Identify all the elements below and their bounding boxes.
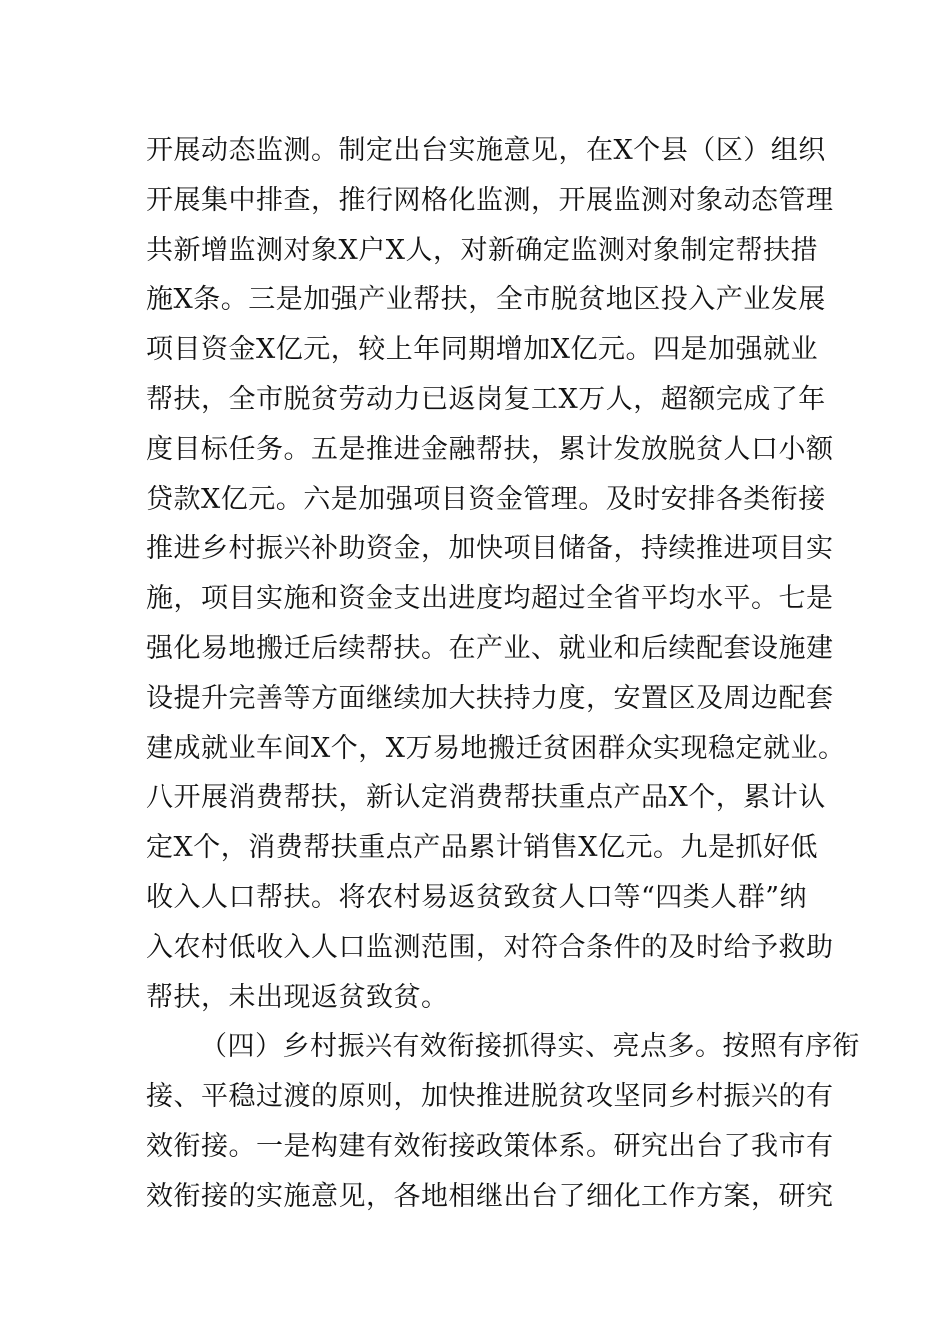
text-line: 帮扶，全市脱贫劳动力已返岗复工X万人，超额完成了年 [146, 383, 826, 415]
text-line: 建成就业车间X个，X万易地搬迁贫困群众实现稳定就业。 [146, 732, 846, 764]
text-line: 收入人口帮扶。将农村易返贫致贫人口等“四类人群”纳 [146, 881, 808, 913]
text-line: 强化易地搬迁后续帮扶。在产业、就业和后续配套设施建 [146, 632, 834, 664]
text-line: 入农村低收入人口监测范围，对符合条件的及时给予救助 [146, 931, 834, 963]
text-line: 定X个，消费帮扶重点产品累计销售X亿元。九是抓好低 [146, 832, 818, 864]
text-line: 度目标任务。五是推进金融帮扶，累计发放脱贫人口小额 [146, 433, 834, 465]
text-line: 开展集中排查，推行网格化监测，开展监测对象动态管理 [146, 184, 834, 216]
text-line: 设提升完善等方面继续加大扶持力度，安置区及周边配套 [146, 682, 834, 714]
text-line: 共新增监测对象X户X人，对新确定监测对象制定帮扶措 [146, 234, 818, 266]
section-heading-line: （四）乡村振兴有效衔接抓得实、亮点多。按照有序衔 [200, 1031, 860, 1063]
text-line: 施X条。三是加强产业帮扶，全市脱贫地区投入产业发展 [146, 284, 826, 316]
text-line: 施，项目实施和资金支出进度均超过全省平均水平。七是 [146, 583, 834, 615]
text-line: 八开展消费帮扶，新认定消费帮扶重点产品X个，累计认 [146, 782, 826, 814]
text-line: 效衔接的实施意见，各地相继出台了细化工作方案，研究 [146, 1180, 834, 1212]
text-line: 项目资金X亿元，较上年同期增加X亿元。四是加强就业 [146, 334, 818, 366]
body-text [146, 126, 860, 1222]
text-line: 推进乡村振兴补助资金，加快项目储备，持续推进项目实 [146, 533, 834, 565]
text-line: 接、平稳过渡的原则，加快推进脱贫攻坚同乡村振兴的有 [146, 1081, 834, 1113]
text-line: 帮扶，未出现返贫致贫。 [146, 981, 449, 1013]
text-line: 开展动态监测。制定出台实施意见，在X个县（区）组织 [146, 135, 826, 166]
text-line: 效衔接。一是构建有效衔接政策体系。研究出台了我市有 [146, 1130, 834, 1162]
text-line: 贷款X亿元。六是加强项目资金管理。及时安排各类衔接 [146, 483, 826, 515]
